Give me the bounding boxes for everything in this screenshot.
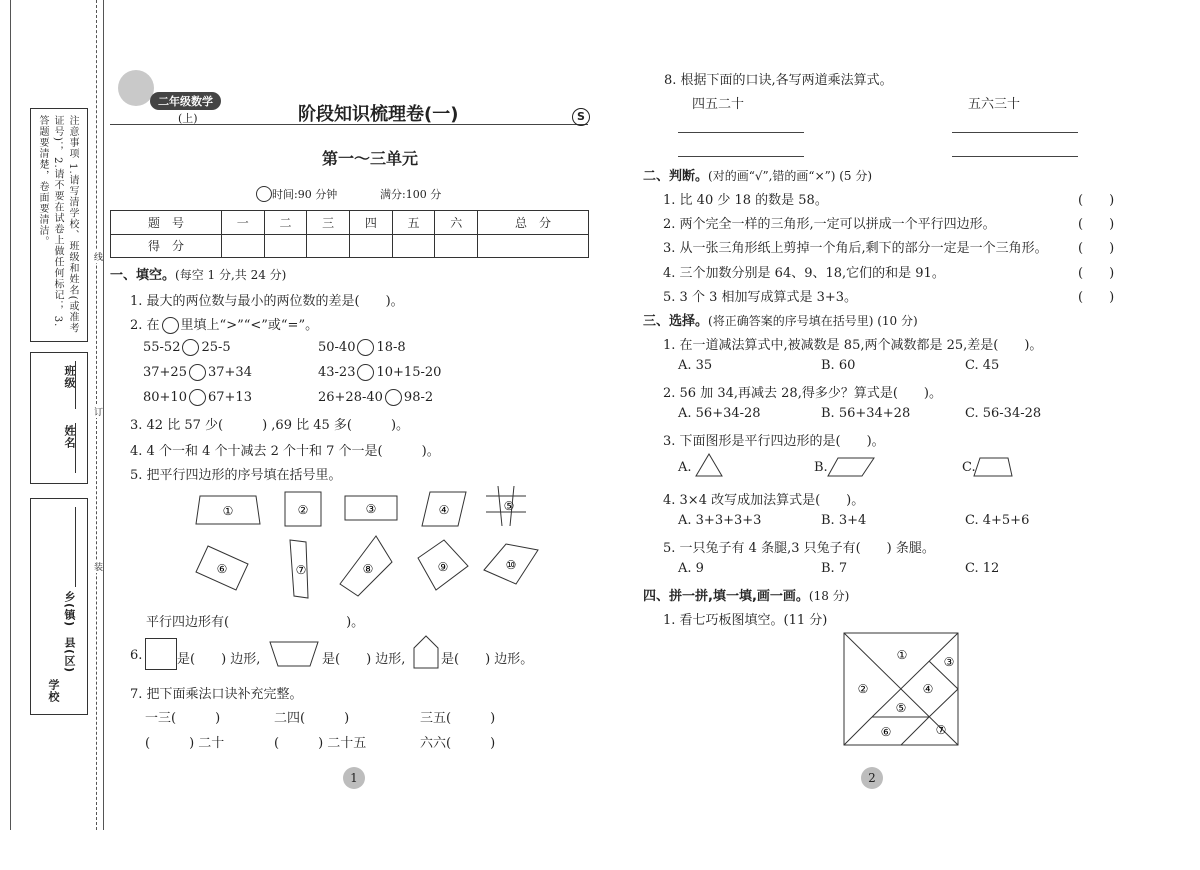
expr: 43-23 [318, 365, 356, 380]
shape-label: ⑤ [503, 499, 515, 513]
choice-option[interactable]: A. [678, 460, 692, 475]
section-note: (每空 1 分,共 24 分) [175, 268, 287, 282]
table-cell: 总 分 [478, 211, 589, 235]
unit-subtitle: 第一～三单元 [322, 149, 419, 168]
judge-paren[interactable]: ( ) [1078, 193, 1115, 208]
class-name-box [30, 352, 88, 484]
county-label: 县(区) [63, 637, 76, 674]
section-note: (对的画“√”,错的画“×”) (5 分) [708, 169, 873, 183]
section-title: 一、填空。 [110, 268, 176, 283]
choice-question: 2. 56 加 34,再减去 28,得多少？算式是( )。 [663, 386, 942, 401]
question-text: 1. 最大的两位数与最小的两位数的差是( )。 [130, 294, 404, 309]
town-label: 乡(镇) [63, 591, 76, 628]
tangram-label: ① [896, 648, 908, 662]
compare-item [143, 364, 252, 381]
answer-line[interactable] [952, 156, 1078, 157]
score-blank[interactable] [435, 234, 478, 258]
logo-icon: S [572, 108, 590, 126]
answer-circle[interactable] [189, 364, 206, 381]
rhyme-item: 四五二十 [692, 97, 745, 112]
question-text: 7. 把下面乘法口诀补充完整。 [130, 687, 303, 702]
rhyme-item: 六六( ) [420, 736, 496, 751]
page-title: 阶段知识梳理卷(一) [298, 104, 459, 125]
choice-question: 4. 3×4 改写成加法算式是( )。 [663, 493, 865, 508]
expr: 18-8 [376, 340, 406, 355]
judge-item: 2. 两个完全一样的三角形,一定可以拼成一个平行四边形。 [663, 217, 996, 232]
choice-option[interactable]: C. 56-34-28 [965, 406, 1042, 421]
question-text: 5. 把平行四边形的序号填在括号里。 [130, 468, 342, 483]
choice-option[interactable]: C. 12 [965, 561, 1000, 576]
tangram-label: ③ [943, 655, 955, 669]
choice-option[interactable]: B. 60 [821, 358, 856, 373]
class-label: 班级 [63, 365, 76, 389]
question-text: 8. 根据下面的口诀,各写两道乘法算式。 [664, 73, 893, 88]
exam-time: 时间:90 分钟 [272, 188, 338, 201]
choice-option[interactable]: C. [962, 460, 976, 475]
compare-item [318, 364, 441, 381]
rhyme-item: ( ) 二十五 [274, 736, 367, 751]
score-blank[interactable] [478, 234, 589, 258]
full-score: 满分:100 分 [380, 188, 442, 201]
shape-label: ⑩ [505, 558, 517, 572]
choice-option[interactable]: A. 3+3+3+3 [678, 513, 762, 528]
name-blank[interactable] [75, 423, 76, 473]
compare-item [318, 389, 433, 406]
mascot-icon [118, 70, 154, 106]
score-blank[interactable] [221, 234, 264, 258]
expr: 37+34 [207, 365, 252, 380]
shape-label: ④ [438, 503, 450, 517]
expr: 98-2 [403, 390, 434, 405]
answer-line[interactable] [678, 132, 804, 133]
clock-icon [256, 186, 272, 202]
section-title: 四、拼一拼,填一填,画一画。 [643, 589, 809, 604]
expr: 50-40 [318, 340, 356, 355]
section-heading [643, 585, 849, 604]
shapes-figure [180, 484, 580, 609]
section-title: 三、选择。 [643, 314, 709, 329]
notes-box [30, 108, 88, 342]
answer-circle[interactable] [357, 364, 374, 381]
rhyme-item: ( ) 二十 [145, 736, 225, 751]
shape-5-line [498, 486, 502, 526]
question-text: 是( ) 边形。 [441, 652, 534, 667]
compare-item [318, 339, 406, 356]
school-label: 学校 [47, 679, 60, 703]
table-cell: 六 [435, 211, 478, 235]
judge-item: 3. 从一张三角形纸上剪掉一个角后,剩下的部分一定是一个三角形。 [663, 241, 1048, 256]
expr: 10+15-20 [376, 365, 442, 380]
section-title: 二、判断。 [643, 169, 709, 184]
question-text: 1. 看七巧板图填空。(11 分) [663, 613, 828, 628]
rhyme-item: 一三( ) [145, 711, 221, 726]
school-box [30, 498, 88, 715]
judge-item: 5. 3 个 3 相加写成算式是 3+3。 [663, 290, 858, 305]
judge-item: 1. 比 40 少 18 的数是 58。 [663, 193, 828, 208]
judge-paren[interactable]: ( ) [1078, 217, 1115, 232]
pentagon-icon [412, 634, 440, 670]
score-blank[interactable] [392, 234, 435, 258]
answer-circle[interactable] [357, 339, 374, 356]
section-note: (将正确答案的序号填在括号里) (10 分) [708, 314, 918, 328]
expr: 26+28-40 [318, 390, 383, 405]
choice-option[interactable]: B. 56+34+28 [821, 406, 911, 421]
cut-mark: 装 [94, 560, 103, 573]
triangle-icon [694, 452, 724, 478]
answer-circle[interactable] [189, 389, 206, 406]
choice-option[interactable]: A. 56+34-28 [678, 406, 761, 421]
table-cell: 二 [264, 211, 307, 235]
question-text: 4. 4 个一和 4 个十减去 2 个十和 7 个一是( )。 [130, 444, 440, 459]
section-heading [643, 310, 918, 329]
judge-paren[interactable]: ( ) [1078, 290, 1115, 305]
score-blank[interactable] [264, 234, 307, 258]
shape-label: ⑥ [216, 562, 228, 576]
rhyme-item: 三五( ) [420, 711, 496, 726]
section-heading [643, 165, 872, 184]
tangram-label: ⑥ [880, 725, 892, 739]
choice-option[interactable]: B. [814, 460, 828, 475]
shape-label: ③ [365, 502, 377, 516]
question-text: 是( ) 边形, [322, 652, 406, 667]
score-table-header-row [111, 211, 589, 235]
choice-option[interactable]: A. 9 [678, 561, 704, 576]
circle-icon [162, 317, 179, 334]
judge-paren[interactable]: ( ) [1078, 266, 1115, 281]
town-blank[interactable] [75, 507, 76, 587]
score-table [110, 210, 589, 258]
page-number: 1 [343, 767, 365, 789]
judge-item: 4. 三个加数分别是 64、9、18,它们的和是 91。 [663, 266, 945, 281]
score-blank[interactable] [307, 234, 350, 258]
table-cell: 三 [307, 211, 350, 235]
choice-question: 3. 下面图形是平行四边形的是( )。 [663, 434, 885, 449]
cut-mark: 订 [94, 405, 103, 418]
choice-option[interactable]: C. 4+5+6 [965, 513, 1030, 528]
question-suffix: 里填上“>”“<”或“=”。 [180, 318, 319, 333]
question-prefix: 2. 在 [130, 318, 160, 333]
page-number: 2 [861, 767, 883, 789]
shape-label: ① [222, 504, 234, 518]
table-cell: 四 [349, 211, 392, 235]
table-cell: 得 分 [111, 234, 222, 258]
score-blank[interactable] [349, 234, 392, 258]
tangram-label: ② [857, 682, 869, 696]
expr: 80+10 [143, 390, 187, 405]
term-label: (上) [178, 112, 198, 125]
expr: 55-52 [143, 340, 181, 355]
expr: 37+25 [143, 365, 187, 380]
answer-circle[interactable] [385, 389, 402, 406]
question-text: 3. 42 比 57 少( ) ,69 比 45 多( )。 [130, 418, 410, 433]
binding-rule [10, 0, 11, 830]
choice-option[interactable]: B. 7 [821, 561, 848, 576]
choice-option[interactable]: C. 45 [965, 358, 1000, 373]
question-text: 平行四边形有( )。 [146, 615, 365, 630]
rhyme-item: 二四( ) [274, 711, 350, 726]
compare-item [143, 389, 252, 406]
shape-label: ② [297, 503, 309, 517]
tangram-label: ④ [922, 682, 934, 696]
tangram-label: ⑤ [895, 701, 907, 715]
name-label: 姓名 [63, 425, 76, 449]
expr: 25-5 [201, 340, 231, 355]
compare-item [143, 339, 231, 356]
trapezoid-icon [972, 456, 1014, 478]
tangram-line [901, 717, 929, 745]
tangram-line [872, 633, 958, 717]
grade-badge: 二年级数学 [150, 92, 221, 110]
tangram-line [844, 717, 872, 745]
tangram-figure [843, 632, 959, 746]
rhyme-item: 五六三十 [968, 97, 1021, 112]
table-cell: 五 [392, 211, 435, 235]
question-text: 是( ) 边形, [177, 652, 261, 667]
table-cell: 题 号 [111, 211, 222, 235]
square-icon [145, 638, 177, 670]
shape-label: ⑨ [437, 560, 449, 574]
table-cell: 一 [221, 211, 264, 235]
score-table-score-row [111, 234, 589, 258]
section-note: (18 分) [808, 589, 850, 603]
parallelogram-icon [826, 456, 876, 478]
choice-option[interactable]: B. 3+4 [821, 513, 867, 528]
binding-rule [103, 0, 104, 830]
trapezoid-icon [268, 640, 320, 668]
notes-text: 注意事项 1.请写清学校、班级和姓名(或准考证号)； 2.请不要在试卷上做任何标记； 3.答题要清楚，卷面要清洁。 [37, 115, 78, 334]
section-heading [110, 264, 286, 283]
expr: 67+13 [207, 390, 252, 405]
choice-question: 1. 在一道减法算式中,被减数是 85,两个减数都是 25,差是( )。 [663, 338, 1043, 353]
question-text: 6. [130, 648, 143, 663]
answer-line[interactable] [952, 132, 1078, 133]
question-text [130, 314, 318, 334]
judge-paren[interactable]: ( ) [1078, 241, 1115, 256]
cut-mark: 线 [94, 250, 103, 263]
answer-line[interactable] [678, 156, 804, 157]
shape-label: ⑧ [362, 562, 374, 576]
shape-label: ⑦ [295, 563, 307, 577]
tangram-label: ⑦ [935, 723, 947, 737]
answer-circle[interactable] [182, 339, 199, 356]
choice-option[interactable]: A. 35 [678, 358, 713, 373]
class-blank[interactable] [75, 361, 76, 409]
choice-question: 5. 一只兔子有 4 条腿,3 只兔子有( ) 条腿。 [663, 541, 935, 556]
